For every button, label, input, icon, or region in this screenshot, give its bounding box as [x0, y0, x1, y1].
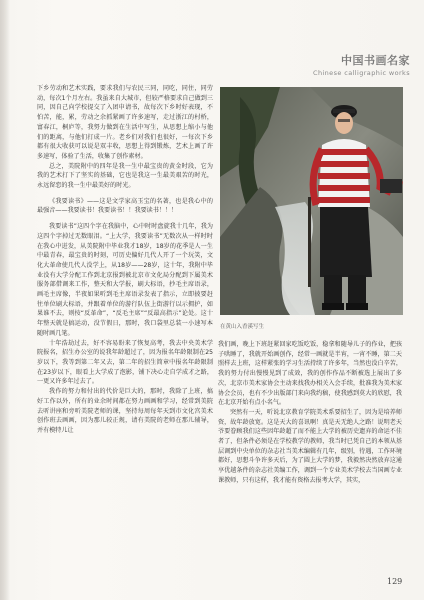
artist-portrait-photo: [220, 87, 403, 315]
page-gutter-shadow: [0, 0, 10, 600]
paragraph: 我们画，晚上下班赶紧回家吃饭吃饭，稳拿和随导儿子的作业，把孩子哄睡了，我就开始画创作，经常一画就是半宵，一宵不睡，第二天照样去上班，这样紧张的学习生活持续了许多年，当然也没白辛苦，我的努力付出慢慢见到了成效，我的创作作品不断被选上展出了多次，北京市美术家协会主动来找我办相关入会手续，批准我为美术家协会会员，也有不少出版部门来向我约稿，使我感到莫大的欣慰，我在北京开始有点小名气。: [218, 341, 402, 407]
section-title-cn: 中国书画名家: [341, 54, 410, 67]
paragraph: 我要读书”这四个字在我脑中，心中时时盘旋我十几年，我为这四个字掉过无数眼泪。“上大学，我要读书”无数次从一样时时在我心中迸发，从美院附中毕业我才18岁，18岁的花季是人一生中最青春，最宝贵的时刻，可历史偏好几代人开了一个玩笑，文化大革命使几代人没学上，从18岁——28岁，这十年，我附中毕业没有大学分配工作到北京报到被北京市文化局分配到下属美术服务部借调来工作，整天和大学报，刷大标语，抄毛主席语录，画毛主席像，半夜如果听到毛主席语录发表了指示，立即披要赶往单位刷大标语，并跟着单位的游行队伍上街游行以示拥护，如果谁不去，则按“反革命”，“反毛主席”“反最高指示”论处。这十年整天就是搞运动，没节假日，那时，我口袋里总装一小速写本随时画几笔。: [37, 223, 213, 337]
section-title-en: Chinese calligraphic works: [313, 69, 410, 77]
paragraph: 下乡劳动和艺术实践，要求我们与农民三同，同吃，同住，同劳动，每次1个月左右。我虽来自大城市，但较严格要求自己做到三同，因自己向学校提交了入团申请书，故每次下乡时好表现，不怕苦，能，累，劳动之余抓紧画了许多速写，走过浙江的村桥，富春江，桐庐等，我努力做到在生活中写生，从思想上缩小与他们的距离，与他们打成一片。老乡们对我们也很好，一每次下乡都有很大收获可以说是双丰收，思想上得到锻炼，艺术上画了许多速写，体验了生活，收集了创作素材。: [37, 85, 213, 160]
page-number: 129: [387, 577, 403, 586]
left-text-column: [37, 84, 213, 436]
section-header: [313, 52, 410, 77]
paragraph: 十年浩劫过去，好不容易盼来了恢复高考，我去中央美术学院报名，招生办公室的说我年龄超过了，因为报名年龄限制在25岁以下，我等到第二年又去，第二年的招生简章中报名年龄限制在23岁以下，眼看上大学成了泡影，铺下决心走自学成才之路，一更又许多年过去了。: [37, 339, 213, 386]
photo-caption: 在黄山入香溪写生: [220, 324, 265, 330]
paragraph: 突然有一天，听说北京教育学院美术系要招生了，因为是培养师资，故年龄放宽。这是天大的喜讯啊！真是天无绝人之路！说明老天爷要眷顾我们这些因年龄超了而不能上大学的被历史遗弃的命运不佳者了，但条件必须是在学校教学的教师，我当时已凭自己的本领从基层调到中央单位的杂志社当美术编辑有几年，级别，待遇，工作环境都好，思想斗争许多天后，为了圆上大学的梦，我毅然决然放弃这通享优越条件的杂志社美编工作，调到一个专业美术学校去当国画专业课教师，只有这样，我才能有资格去报考大学，其实，: [218, 408, 402, 484]
right-text-column: [218, 340, 402, 486]
paragraph: 总之，美院附中的四年是我一生中最宝贵的黄金时段，它为我的艺术打下了坚实的基础，它也是我这一生最美艰苦的时光，永远留恋的我一生中最美好的时光。: [37, 162, 213, 190]
paragraph: 我作的努力和付出的代价是巨大的，那时，我除了上班，搞好工作以外，所有的业余时间都在努力画画和学习，经常到美院去听讲座和旁听美院老师的课，坚持每周每年天到市文化宫美术创作班去画画，因为那儿较正规，请有美院的老师在那儿辅导，并有模特儿让: [37, 388, 213, 434]
paragraph: 《我要读书》——这是文学家高玉宝的名著，也是我心中的最强音——我要读书！我要读书！！我要读书！！！: [37, 197, 213, 215]
photo-illustration: [220, 87, 403, 315]
